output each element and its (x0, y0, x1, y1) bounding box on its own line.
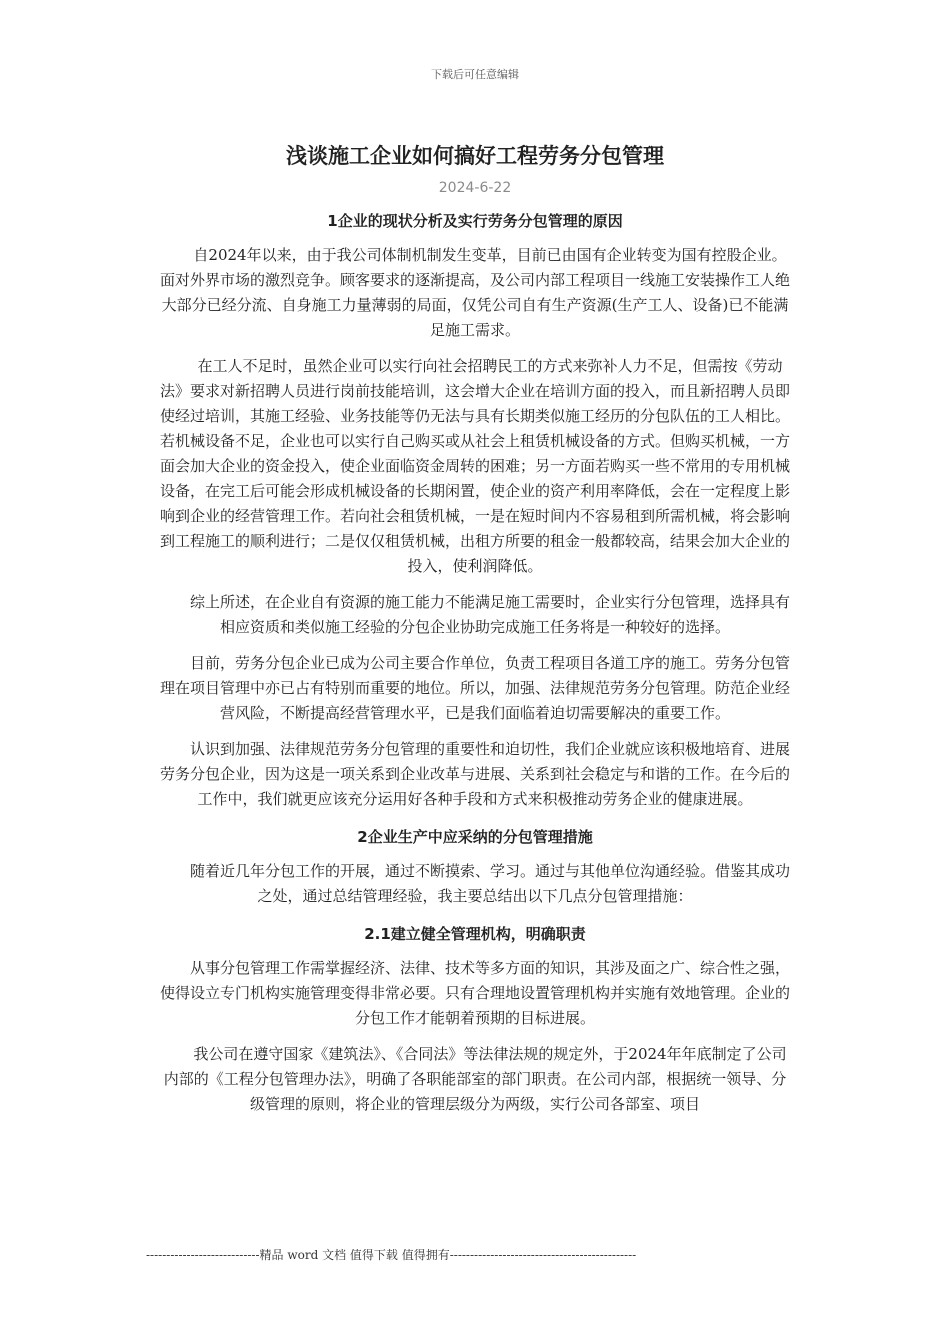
section-heading: 2企业生产中应采纳的分包管理措施 (357, 828, 593, 846)
document-date: 2024-6-22 (438, 180, 512, 196)
subsection-heading: 2.1建立健全管理机构，明确职责 (364, 925, 586, 943)
paragraph: 认识到加强、法律规范劳务分包管理的重要性和迫切性，我们企业就应该积极地培育、进展劳务分包企业，因为这是一项关系到企业改革与进展、关系到社会稳定与和谐的工作。在今后的工作中，我们就更应该充分运用好各种手段和方式来积极推动劳务企业的健康进展。 (159, 740, 790, 808)
document-body (158, 140, 792, 1128)
page-footer: ----------------------------精品 word 文档 值得下载 值得拥有---------------------------------------------- (146, 1248, 637, 1262)
paragraph: 我公司在遵守国家《建筑法》、《合同法》等法律法规的规定外，于2024年年底制定了公司内部的《工程分包管理办法》，明确了各职能部室的部门职责。在公司内部，根据统一领导、分级管理的原则，将企业的管理层级分为两级，实行公司各部室、项目 (163, 1045, 787, 1113)
paragraph: 综上所述，在企业自有资源的施工能力不能满足施工需要时，企业实行分包管理，选择具有相应资质和类似施工经验的分包企业协助完成施工任务将是一种较好的选择。 (189, 593, 790, 636)
paragraph: 自2024年以来，由于我公司体制机制发生变革，目前已由国有企业转变为国有控股企业。面对外界市场的激烈竞争。顾客要求的逐渐提高，及公司内部工程项目一线施工安装操作工人绝大部分已经分流、自身施工力量薄弱的局面，仅凭公司自有生产资源(生产工人、设备)已不能满足施工需求。 (159, 246, 790, 339)
section-heading: 1企业的现状分析及实行劳务分包管理的原因 (327, 212, 623, 230)
paragraph: 随着近几年分包工作的开展，通过不断摸索、学习。通过与其他单位沟通经验。借鉴其成功之处，通过总结管理经验，我主要总结出以下几点分包管理措施： (189, 862, 790, 905)
header-note: 下载后可任意编辑 (431, 68, 519, 81)
paragraph: 目前，劳务分包企业已成为公司主要合作单位，负责工程项目各道工序的施工。劳务分包管理在项目管理中亦已占有特别而重要的地位。所以，加强、法律规范劳务分包管理。防范企业经营风险，不断提高经营管理水平，已是我们面临着迫切需要解决的重要工作。 (159, 654, 790, 722)
paragraph: 从事分包管理工作需掌握经济、法律、技术等多方面的知识，其涉及面之广、综合性之强，使得设立专门机构实施管理变得非常必要。只有合理地设置管理机构并实施有效地管理。企业的分包工作才能朝着预期的目标进展。 (159, 959, 790, 1027)
paragraph: 在工人不足时，虽然企业可以实行向社会招聘民工的方式来弥补人力不足，但需按《劳动法》要求对新招聘人员进行岗前技能培训，这会增大企业在培训方面的投入，而且新招聘人员即使经过培训，其施工经验、业务技能等仍无法与具有长期类似施工经历的分包队伍的工人相比。若机械设备不足，企业也可以实行自己购买或从社会上租赁机械设备的方式。但购买机械，一方面会加大企业的资金投入，使企业面临资金周转的困难；另一方面若购买一些不常用的专用机械设备，在完工后可能会形成机械设备的长期闲置，使企业的资产利用率降低，会在一定程度上影响到企业的经营管理工作。若向社会租赁机械，一是在短时间内不容易租到所需机械，将会影响到工程施工的顺利进行；二是仅仅租赁机械，出租方所要的租金一般都较高，结果会加大企业的投入，使利润降低。 (159, 357, 790, 575)
document-title: 浅谈施工企业如何搞好工程劳务分包管理 (286, 144, 664, 168)
